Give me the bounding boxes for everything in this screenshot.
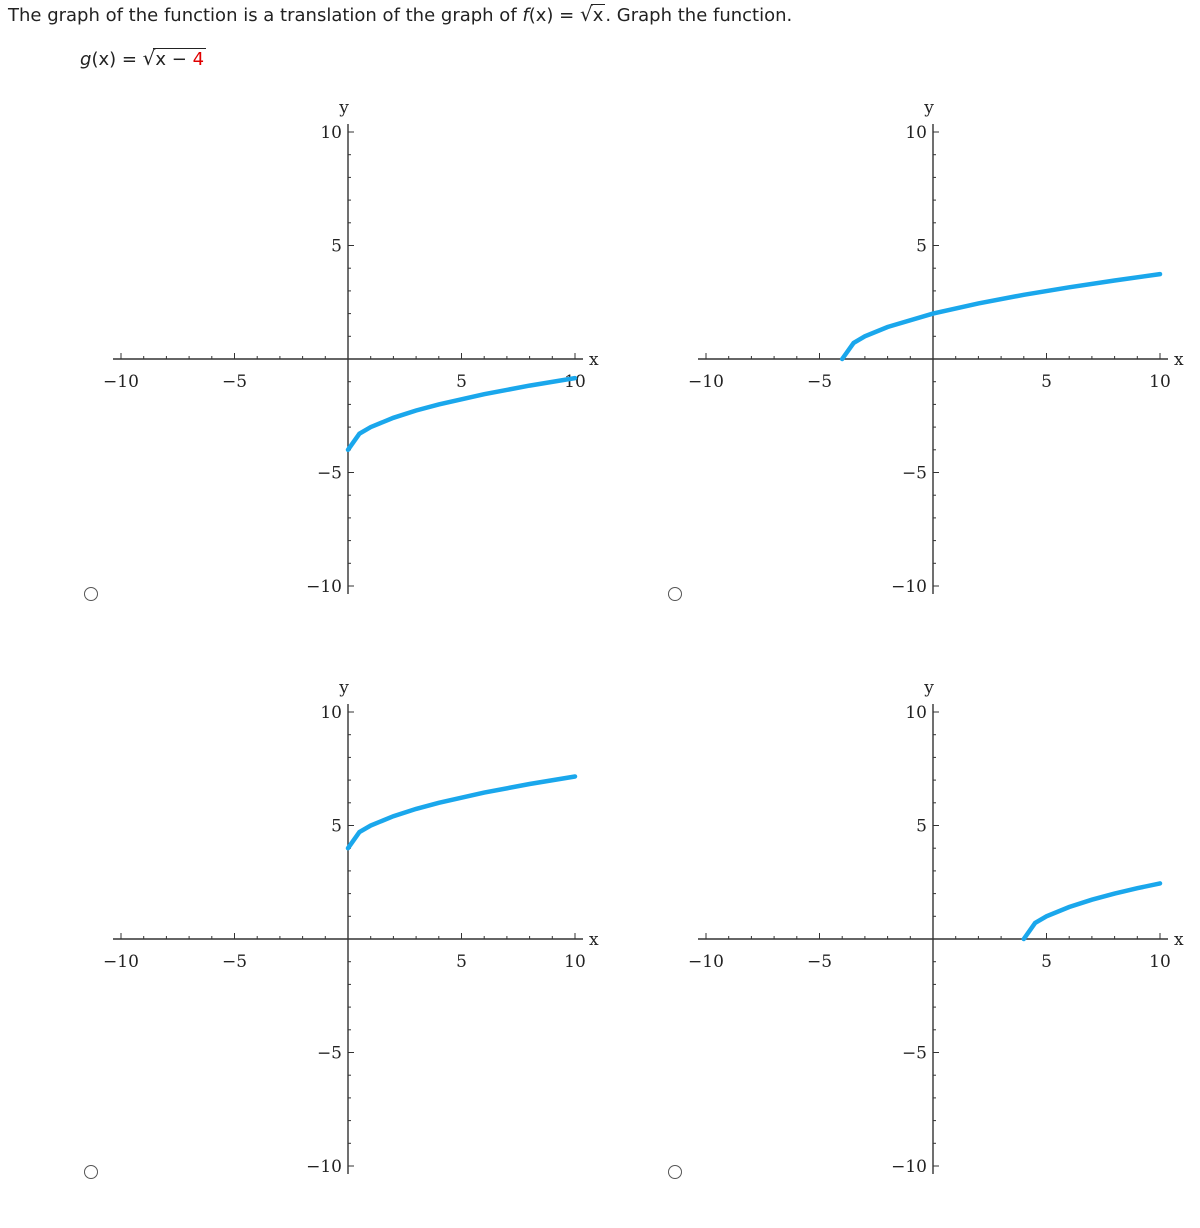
f-radicand: x	[592, 5, 604, 26]
x-axis-label: x	[1174, 930, 1184, 950]
g-sqrt	[143, 46, 206, 70]
graph-2	[680, 88, 1200, 648]
option-2-radio[interactable]	[668, 587, 682, 601]
x-tick-label: 10	[564, 952, 586, 972]
y-tick-label: 10	[905, 703, 927, 723]
y-tick-label: −10	[891, 1157, 927, 1177]
x-tick-label: −5	[221, 372, 248, 392]
answer-option-1	[95, 88, 655, 648]
x-axis-label: x	[589, 350, 599, 370]
answer-option-3	[95, 668, 655, 1228]
y-tick-label: −5	[316, 463, 342, 484]
f-arg: (x)	[528, 5, 554, 26]
function-curve	[842, 274, 1160, 359]
option-4-radio[interactable]	[668, 1165, 682, 1179]
question-suffix: . Graph the function.	[605, 5, 793, 26]
answer-option-2	[680, 88, 1200, 648]
x-tick-label: −5	[221, 952, 248, 972]
x-axis-label: x	[1174, 350, 1184, 370]
y-tick-label: −5	[901, 1043, 927, 1064]
y-tick-label: −10	[306, 1157, 342, 1177]
y-axis-label: y	[339, 98, 349, 118]
graph-1	[95, 88, 655, 648]
g-arg: (x)	[91, 49, 117, 70]
sqrt-symbol: √	[579, 2, 593, 26]
y-axis-label: y	[339, 678, 349, 698]
function-expression	[80, 46, 206, 70]
x-tick-label: −5	[806, 952, 833, 972]
x-tick-label: −10	[688, 952, 724, 972]
x-tick-label: −10	[103, 952, 139, 972]
function-curve	[1024, 883, 1160, 939]
x-tick-label: 5	[456, 952, 467, 972]
y-tick-label: −5	[316, 1043, 342, 1064]
sqrt-symbol: √	[142, 46, 156, 70]
graph-3	[95, 668, 655, 1228]
y-tick-label: 10	[320, 123, 342, 143]
f-equals: =	[553, 5, 580, 26]
y-tick-label: 10	[320, 703, 342, 723]
f-sqrt	[580, 2, 605, 26]
option-3-radio[interactable]	[84, 1165, 98, 1179]
x-tick-label: 5	[1041, 372, 1052, 392]
x-tick-label: 10	[564, 372, 586, 392]
g-equals: =	[116, 49, 143, 70]
g-name: g	[80, 49, 92, 70]
x-tick-label: 10	[1149, 952, 1171, 972]
y-axis-label: y	[924, 678, 934, 698]
y-tick-label: 5	[331, 236, 342, 257]
y-tick-label: 5	[331, 816, 342, 837]
x-tick-label: 10	[1149, 372, 1171, 392]
y-tick-label: 5	[916, 816, 927, 837]
x-tick-label: 5	[456, 372, 467, 392]
g-radicand-var: x −	[155, 49, 193, 70]
y-tick-label: 5	[916, 236, 927, 257]
x-tick-label: −10	[103, 372, 139, 392]
g-radicand-const: 4	[192, 49, 205, 70]
g-radicand	[153, 48, 206, 70]
question-prefix: The graph of the function is a translation of the graph of	[8, 5, 523, 26]
answer-option-4	[680, 668, 1200, 1228]
graph-4	[680, 668, 1200, 1228]
function-curve	[348, 777, 575, 849]
option-1-radio[interactable]	[84, 587, 98, 601]
y-tick-label: −10	[306, 577, 342, 597]
x-tick-label: −10	[688, 372, 724, 392]
x-axis-label: x	[589, 930, 599, 950]
x-tick-label: 5	[1041, 952, 1052, 972]
y-tick-label: −10	[891, 577, 927, 597]
question-text	[8, 2, 792, 26]
f-name: f	[522, 5, 529, 26]
x-tick-label: −5	[806, 372, 833, 392]
y-tick-label: 10	[905, 123, 927, 143]
y-axis-label: y	[924, 98, 934, 118]
y-tick-label: −5	[901, 463, 927, 484]
